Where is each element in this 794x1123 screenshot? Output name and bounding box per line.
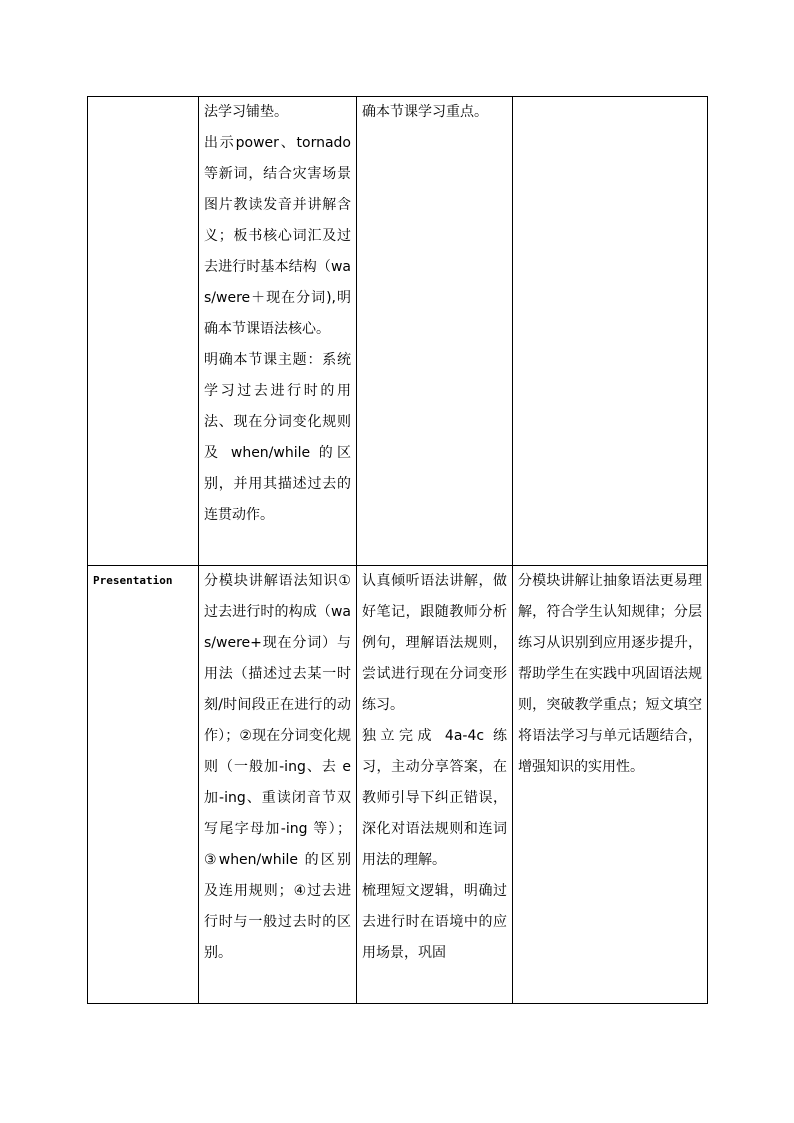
design-purpose-cell	[513, 566, 708, 1004]
teacher-activity-cell	[199, 97, 357, 566]
design-purpose-cell	[513, 97, 708, 566]
stage-cell: Presentation	[88, 566, 199, 1004]
student-text: 梳理短文逻辑，明确过去进行时在语境中的应用场景，巩固	[362, 883, 507, 961]
teacher-text: 明确本节课主题：系统学习过去进行时的用法、现在分词变化规则及 when/while 的区别，并用其描述过去的连贯动作。	[204, 352, 351, 523]
table-row	[88, 97, 708, 566]
table-row	[88, 566, 708, 1004]
teacher-text: 法学习铺垫。	[204, 104, 288, 120]
teacher-text: 出示power、tornado等新词，结合灾害场景图片教读发音并讲解含义；板书核心词汇及过去进行时基本结构（was/were＋现在分词),明确本节课语法核心。	[204, 135, 351, 337]
student-text: 独立完成 4a-4c 练习，主动分享答案，在教师引导下纠正错误，深化对语法规则和连词用法的理解。	[362, 728, 507, 868]
student-activity-cell	[357, 566, 513, 1004]
student-activity-cell	[357, 97, 513, 566]
purpose-text: 分模块讲解让抽象语法更易理解，符合学生认知规律；分层练习从识别到应用逐步提升，帮助学生在实践中巩固语法规则，突破教学重点；短文填空将语法学习与单元话题结合，增强知识的实用性。	[518, 573, 702, 775]
lesson-plan-table	[87, 96, 708, 1004]
teacher-text: 分模块讲解语法知识①过去进行时的构成（was/were+现在分词）与用法（描述过去某一时刻/时间段正在进行的动作）；②现在分词变化规则（一般加-ing、去 e 加-ing、重读闭音节双写尾字母加-ing 等）；③when/while 的区别及连用规则；④过去进行时与一般过去时的区别。	[204, 573, 351, 961]
teacher-activity-cell	[199, 566, 357, 1004]
student-text: 确本节课学习重点。	[362, 104, 488, 120]
student-text: 认真倾听语法讲解，做好笔记，跟随教师分析例句，理解语法规则，尝试进行现在分词变形练习。	[362, 573, 507, 713]
stage-cell	[88, 97, 199, 566]
